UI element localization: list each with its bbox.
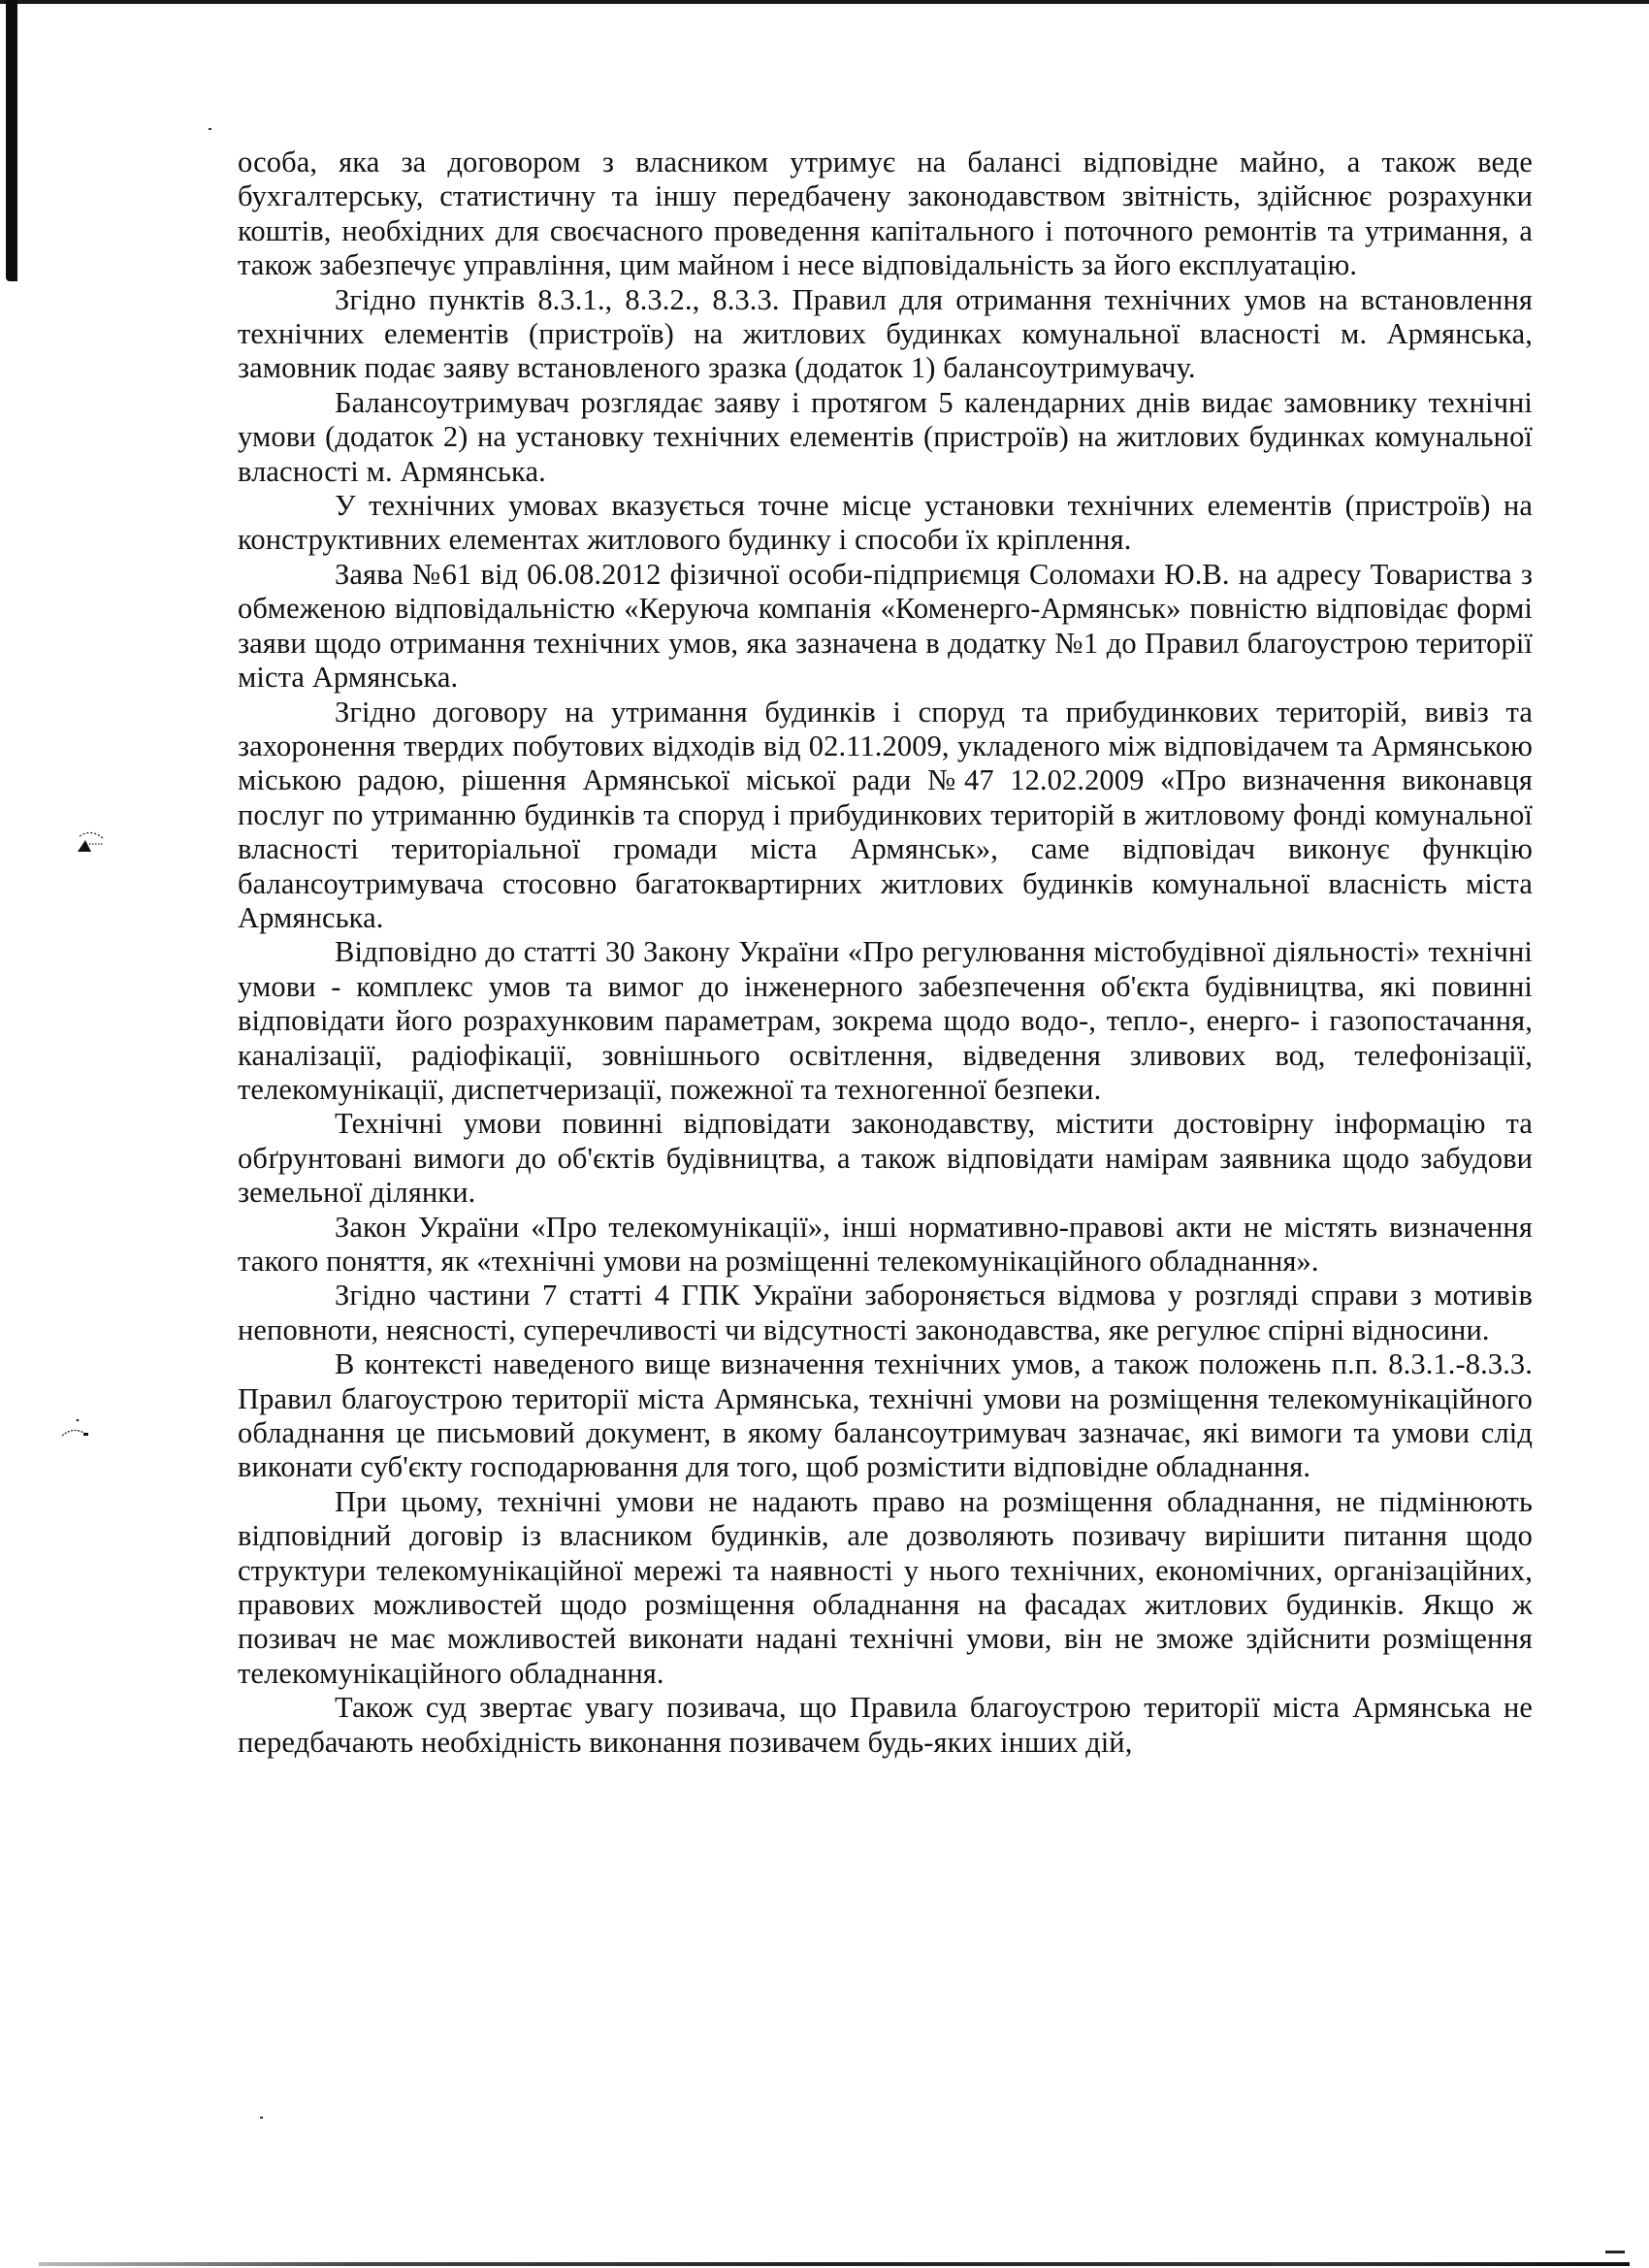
paragraph: Згідно пунктів 8.3.1., 8.3.2., 8.3.3. Правил для отримання технічних умов на встановлення технічних елементів (пристроїв) на житлових будинках комунальної власності м. Армянська, замовник подає заяву встановленого зразка (додаток 1) балансоутримувачу.	[238, 282, 1533, 385]
punch-hole-mark-icon	[56, 1414, 95, 1442]
scan-top-edge	[0, 0, 1649, 4]
document-body	[238, 146, 1533, 1760]
paragraph: Заява №61 від 06.08.2012 фізичної особи-підприємця Соломахи Ю.В. на адресу Товариства з обмеженою відповідальністю «Керуюча компанія «Коменерго-Армянськ» повністю відповідає формі заяви щодо отримання технічних умов, яка зазначена в додатку №1 до Правил благоустрою території міста Армянська.	[238, 557, 1533, 695]
paragraph: При цьому, технічні умови не надають право на розміщення обладнання, не підмінюють відповідний договір із власником будинків, але дозволяють позивачу вирішити питання щодо структури телекомунікаційної мережі та наявності у нього технічних, економічних, організаційних, правових можливостей щодо розміщення обладнання на фасадах житлових будинків. Якщо ж позивач не має можливостей виконати надані технічні умови, він не зможе здійснити розміщення телекомунікаційного обладнання.	[238, 1484, 1533, 1690]
paragraph: Балансоутримувач розглядає заяву і протягом 5 календарних днів видає замовнику технічні умови (додаток 2) на установку технічних елементів (пристроїв) на житлових будинках комунальної власності м. Армянська.	[238, 385, 1533, 488]
scan-bottom-edge	[39, 2262, 1630, 2266]
paragraph: В контексті наведеного вище визначення технічних умов, а також положень п.п. 8.3.1.-8.3.3. Правил благоустрою території міста Армянська, технічні умови на розміщення телекомунікаційного обладнання це письмовий документ, в якому балансоутримувач зазначає, які вимоги та умови слід виконати суб'єкту господарювання для того, щоб розмістити відповідне обладнання.	[238, 1347, 1533, 1484]
punch-hole-mark-icon	[70, 826, 109, 854]
paragraph: Згідно договору на утримання будинків і споруд та прибудинкових територій, вивіз та захоронення твердих побутових відходів від 02.11.2009, укладеного між відповідачем та Армянською міською радою, рішення Армянської міської ради №47 12.02.2009 «Про визначення виконавця послуг по утриманню будинків та споруд і прибудинкових територій в житловому фонді комунальної власності територіальної громади міста Армянськ», саме відповідач виконує функцію балансоутримувача стосовно багатоквартирних житлових будинків комунальної власність міста Армянська.	[238, 695, 1533, 934]
scan-speck	[209, 128, 211, 130]
paragraph: У технічних умовах вказується точне місце установки технічних елементів (пристроїв) на конструктивних елементах житлового будинку і способи їх кріплення.	[238, 489, 1533, 557]
paragraph: Також суд звертає увагу позивача, що Правила благоустрою території міста Армянська не передбачають необхідність виконання позивачем будь-яких інших дій,	[238, 1691, 1533, 1759]
paragraph: особа, яка за договором з власником утримує на балансі відповідне майно, а також веде бухгалтерську, статистичну та іншу передбачену законодавством звітність, здійснює розрахунки коштів, необхідних для своєчасного проведення капітального і поточного ремонтів та утримання, а також забезпечує управління, цим майном і несе відповідальність за його експлуатацію.	[238, 146, 1533, 282]
paragraph: Технічні умови повинні відповідати законодавству, містити достовірну інформацію та обґрунтовані вимоги до об'єктів будівництва, а також відповідати намірам заявника щодо забудови земельної ділянки.	[238, 1107, 1533, 1210]
paragraph: Згідно частини 7 статті 4 ГПК України забороняється відмова у розгляді справи з мотивів неповноти, неясності, суперечливості чи відсутності законодавства, яке регулює спірні відносини.	[238, 1279, 1533, 1346]
scan-speck	[260, 2117, 263, 2119]
scan-binding-bar	[6, 0, 17, 281]
paragraph: Відповідно до статті 30 Закону України «Про регулювання містобудівної діяльності» технічні умови - комплекс умов та вимог до інженерного забезпечення об'єкта будівництва, які повинні відповідати його розрахунковим параметрам, зокрема щодо водо-, тепло-, енерго- і газопостачання, каналізації, радіофікації, зовнішнього освітлення, відведення зливових вод, телефонізації, телекомунікації, диспетчеризації, пожежної та техногенної безпеки.	[238, 935, 1533, 1106]
paragraph: Закон України «Про телекомунікації», інші нормативно-правові акти не містять визначення такого поняття, як «технічні умови на розміщенні телекомунікаційного обладнання».	[238, 1210, 1533, 1278]
scan-corner-mark	[1605, 2251, 1625, 2253]
